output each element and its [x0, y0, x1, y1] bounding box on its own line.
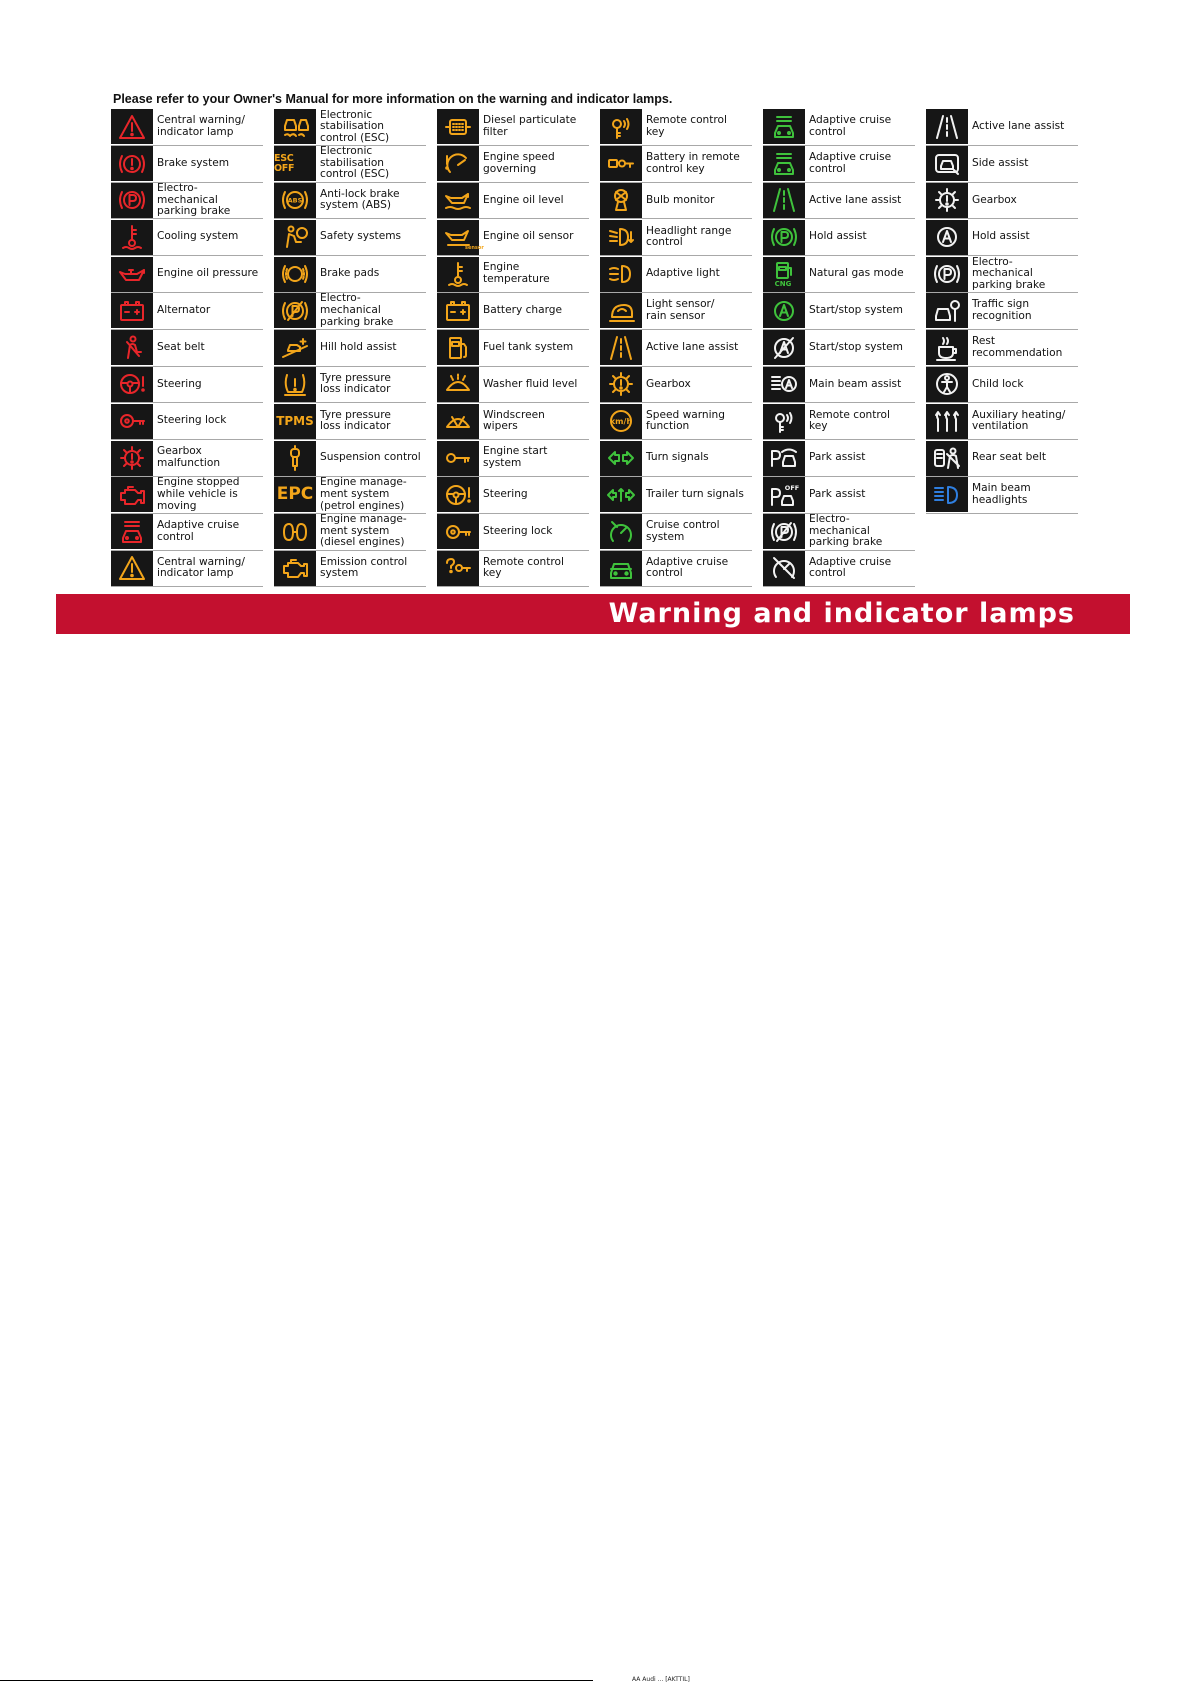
- lamp-entry: [763, 219, 915, 256]
- gear-icon: [111, 441, 153, 476]
- lamp-entry: [111, 440, 263, 477]
- oil-sensor-icon: [437, 220, 484, 255]
- lamp-label: Adaptive cruise control: [809, 114, 892, 138]
- lamp-entry: [437, 403, 589, 440]
- lamp-label: Trailer turn signals: [646, 488, 744, 501]
- lamp-entry: [600, 403, 752, 440]
- thermometer-icon: [437, 257, 479, 292]
- car-distance-icon: [763, 109, 805, 144]
- lamp-entry: [600, 256, 752, 293]
- lamp-entry: [111, 551, 263, 588]
- lamp-label: Battery charge: [483, 304, 563, 317]
- lamp-label: Start/stop system: [809, 340, 903, 353]
- lamp-entry: [600, 551, 752, 588]
- lamp-label: Side assist: [972, 156, 1029, 169]
- glow-plug-icon: [274, 514, 316, 549]
- lamp-entry: [926, 219, 1078, 256]
- lamp-entry: [763, 109, 915, 146]
- lamp-entry: [274, 146, 426, 183]
- lamp-label: Child lock: [972, 377, 1024, 390]
- lamp-label: Suspension control: [320, 451, 421, 464]
- bulb-icon: [600, 183, 642, 218]
- light-sensor-icon: [600, 293, 642, 328]
- footer-text: AA Audi ... [AKTTIL]: [632, 1676, 690, 1683]
- lamp-entry: [274, 109, 426, 146]
- particulate-filter-icon: [437, 109, 479, 144]
- oil-can-icon: [111, 257, 153, 292]
- lamp-label: Gearbox malfunction: [157, 445, 221, 470]
- lamp-label: Windscreen wipers: [483, 408, 545, 433]
- wiper-icon: [437, 404, 479, 439]
- lamp-label: Adaptive cruise control: [646, 555, 729, 580]
- lamp-entry: [111, 183, 263, 220]
- key-question-icon: [437, 551, 479, 586]
- gear-icon: [926, 183, 968, 218]
- text-icon: EPC: [274, 477, 316, 512]
- washer-fluid-icon: [437, 367, 479, 402]
- lamp-entry: [763, 551, 915, 588]
- lamp-label: Natural gas mode: [809, 267, 904, 280]
- turn-signal-icon: [600, 441, 642, 476]
- lamp-label: Engine oil level: [483, 193, 564, 206]
- lamp-entry: [926, 293, 1078, 330]
- lamp-entry: [111, 219, 263, 256]
- lamp-entry: [274, 440, 426, 477]
- lamp-entry: [437, 440, 589, 477]
- lamp-label: Speed warning function: [646, 408, 725, 433]
- hill-car-icon: [274, 330, 316, 365]
- headlight-range-icon: [600, 220, 642, 255]
- traffic-sign-icon: [926, 293, 968, 328]
- circle-abs-icon: [274, 183, 316, 218]
- text-icon: TPMS: [274, 404, 316, 439]
- thermometer-icon: [111, 220, 153, 255]
- lane-icon: [763, 183, 805, 218]
- airbag-icon: [274, 220, 316, 255]
- lamp-entry: [437, 551, 589, 588]
- lamp-entry: [274, 477, 426, 514]
- lamp-label: Electro- mechanical parking brake: [157, 182, 231, 218]
- lamp-label: Hill hold assist: [320, 340, 397, 353]
- lamp-entry: [111, 514, 263, 551]
- lamp-entry: [600, 183, 752, 220]
- warning-lamp-grid: [111, 109, 1078, 587]
- lamp-entry: [600, 109, 752, 146]
- lamp-label: Brake system: [157, 156, 230, 169]
- speed-warning-icon: [600, 404, 642, 439]
- lane-icon: [600, 330, 642, 365]
- lamp-label: Seat belt: [157, 340, 205, 353]
- lamp-label: Battery in remote control key: [646, 151, 740, 175]
- lamp-label: Safety systems: [320, 230, 402, 243]
- lamp-entry: [274, 183, 426, 220]
- lamp-entry: [111, 367, 263, 404]
- battery-icon: [111, 293, 153, 328]
- lamp-entry: [600, 367, 752, 404]
- lamp-entry: [111, 293, 263, 330]
- svg-text:OFF: OFF: [784, 483, 800, 492]
- manual-reference-note: Please refer to your Owner's Manual for more information on the warning and indicator lamps.: [113, 92, 673, 106]
- lamp-label: Main beam assist: [809, 377, 902, 390]
- triangle-warning-icon: [111, 109, 153, 144]
- rear-belt-icon: [926, 441, 968, 476]
- key-battery-icon: [600, 146, 642, 181]
- seat-belt-icon: [111, 330, 153, 365]
- lamp-label: Park assist: [809, 451, 866, 464]
- banner-title: Warning and indicator lamps: [608, 598, 1075, 629]
- circle-a-icon: [926, 220, 968, 255]
- lamp-label: Traffic sign recognition: [972, 298, 1032, 322]
- lamp-entry: [763, 146, 915, 183]
- lamp-entry: [600, 293, 752, 330]
- lamp-label: Emission control system: [320, 555, 408, 580]
- lamp-label: Electro- mechanical parking brake: [972, 255, 1046, 291]
- lamp-entry: [763, 514, 915, 551]
- lamp-entry: [274, 514, 426, 551]
- lamp-entry: [437, 367, 589, 404]
- lamp-entry: [763, 293, 915, 330]
- lamp-entry: [274, 551, 426, 588]
- lamp-label: Engine speed governing: [483, 151, 555, 175]
- car-distance-icon: [763, 146, 805, 181]
- svg-text:km/h: km/h: [609, 417, 633, 427]
- lamp-entry: [926, 440, 1078, 477]
- lamp-label: Cooling system: [157, 230, 239, 243]
- circle-p-icon: [763, 220, 805, 255]
- lamp-label: Steering: [157, 377, 202, 390]
- lamp-label: Electro- mechanical parking brake: [809, 513, 883, 549]
- oil-level-icon: [437, 183, 479, 218]
- lamp-label: Remote control key: [646, 114, 727, 138]
- lamp-label: Engine oil pressure: [157, 267, 259, 280]
- lamp-label: Headlight range control: [646, 224, 732, 249]
- lamp-entry: [926, 256, 1078, 293]
- lamp-label: Auxiliary heating/ ventilation: [972, 408, 1066, 433]
- lamp-entry: [763, 183, 915, 220]
- lamp-label: Engine manage- ment system (petrol engines): [320, 476, 407, 512]
- lamp-entry: [763, 330, 915, 367]
- cruise-crossed-icon: [763, 551, 805, 586]
- lamp-label: Remote control key: [483, 555, 564, 580]
- lamp-entry: [111, 146, 263, 183]
- text-icon: ESC OFF: [274, 146, 316, 181]
- triangle-warning-icon: [111, 551, 153, 586]
- lamp-entry: [111, 109, 263, 146]
- lamp-entry: [600, 330, 752, 367]
- lamp-entry: [111, 477, 263, 514]
- lamp-entry: [763, 367, 915, 404]
- circle-p-crossed-icon: [274, 293, 316, 328]
- lamp-label: Light sensor/ rain sensor: [646, 298, 715, 322]
- steering-lock-icon: [111, 404, 153, 439]
- lamp-label: Brake pads: [320, 267, 380, 280]
- adaptive-light-icon: [600, 257, 642, 292]
- svg-text:CNG: CNG: [774, 280, 792, 289]
- key-signal-icon: [600, 109, 642, 144]
- cruise-icon: [600, 514, 642, 549]
- lamp-label: Start/stop system: [809, 304, 903, 317]
- lamp-entry: [763, 477, 915, 514]
- coffee-cup-icon: [926, 330, 968, 365]
- lamp-label: Active lane assist: [646, 340, 739, 353]
- lamp-entry: [926, 367, 1078, 404]
- lamp-label: Hold assist: [809, 230, 867, 243]
- lamp-label: Hold assist: [972, 230, 1030, 243]
- circle-exclamation-icon: [111, 146, 153, 181]
- lamp-label: Engine start system: [483, 445, 548, 470]
- lamp-entry: [111, 330, 263, 367]
- park-off-icon: [763, 477, 805, 512]
- tyre-exclamation-icon: [274, 367, 316, 402]
- rev-limit-icon: [437, 146, 479, 181]
- lamp-entry: [437, 477, 589, 514]
- lamp-entry: [437, 219, 589, 256]
- lamp-label: Cruise control system: [646, 519, 720, 543]
- suspension-icon: [274, 441, 316, 476]
- lamp-label: Engine temperature: [483, 261, 550, 286]
- park-assist-icon: [763, 441, 805, 476]
- lamp-label: Electronic stabilisation control (ESC): [320, 145, 390, 181]
- lamp-entry: [437, 109, 589, 146]
- lamp-label: Turn signals: [646, 451, 709, 464]
- fuel-pump-icon: [437, 330, 479, 365]
- lamp-entry: [926, 146, 1078, 183]
- lamp-label: Adaptive cruise control: [809, 555, 892, 580]
- lamp-label: Active lane assist: [809, 193, 902, 206]
- lamp-entry: [437, 183, 589, 220]
- lamp-entry: [600, 477, 752, 514]
- lamp-label: Steering: [483, 488, 528, 501]
- heating-icon: [926, 404, 968, 439]
- circle-p-icon: [111, 183, 153, 218]
- lamp-label: Adaptive cruise control: [157, 519, 240, 543]
- lamp-entry: [437, 330, 589, 367]
- lamp-entry: [274, 367, 426, 404]
- lamp-label: Electro- mechanical parking brake: [320, 292, 394, 328]
- engine-icon: [111, 477, 153, 512]
- lamp-entry: [600, 146, 752, 183]
- key-signal-icon: [763, 404, 805, 439]
- lamp-entry: [274, 293, 426, 330]
- child-lock-icon: [926, 367, 968, 402]
- engine-icon: [274, 551, 316, 586]
- lamp-entry: [926, 183, 1078, 220]
- lamp-entry: [600, 514, 752, 551]
- car-distance-icon: [111, 514, 153, 549]
- lamp-label: Alternator: [157, 304, 211, 317]
- lamp-entry: [926, 403, 1078, 440]
- lamp-label: Washer fluid level: [483, 377, 578, 390]
- lamp-entry: [437, 256, 589, 293]
- lamp-entry: [111, 256, 263, 293]
- lamp-entry: [274, 403, 426, 440]
- main-beam-icon: [926, 477, 968, 512]
- lamp-label: Anti-lock brake system (ABS): [320, 187, 400, 212]
- lamp-entry: [274, 330, 426, 367]
- steering-wheel-icon: [111, 367, 153, 402]
- main-beam-a-icon: [763, 367, 805, 402]
- lamp-entry: [763, 403, 915, 440]
- lamp-label: Rest recommendation: [972, 335, 1063, 359]
- key-icon: [437, 441, 479, 476]
- lamp-entry: [763, 256, 915, 293]
- brake-pad-icon: [274, 257, 316, 292]
- lamp-label: Fuel tank system: [483, 340, 574, 353]
- lamp-entry: [274, 219, 426, 256]
- steering-lock-icon: [437, 514, 479, 549]
- lamp-label: Central warning/ indicator lamp: [157, 114, 245, 138]
- lamp-label: Main beam headlights: [972, 482, 1031, 506]
- lamp-entry: [437, 514, 589, 551]
- lamp-label: Remote control key: [809, 408, 890, 433]
- title-banner: [56, 594, 1130, 634]
- lamp-label: Gearbox: [646, 377, 691, 390]
- car-front-icon: [600, 551, 642, 586]
- lane-icon: [926, 109, 968, 144]
- lamp-entry: [926, 109, 1078, 146]
- lamp-entry: [926, 477, 1078, 514]
- lamp-entry: [274, 256, 426, 293]
- lamp-label: Tyre pressure loss indicator: [320, 371, 391, 396]
- lamp-label: Active lane assist: [972, 120, 1065, 133]
- gear-icon: [600, 367, 642, 402]
- lamp-label: Steering lock: [483, 524, 553, 537]
- lamp-entry: [111, 403, 263, 440]
- lamp-label: Tyre pressure loss indicator: [320, 408, 391, 433]
- lamp-label: Adaptive cruise control: [809, 151, 892, 175]
- lamp-label: Gearbox: [972, 193, 1017, 206]
- skid-car-icon: [274, 109, 316, 144]
- lamp-entry: [600, 219, 752, 256]
- lamp-entry: [437, 293, 589, 330]
- lamp-entry: [437, 146, 589, 183]
- steering-wheel-icon: [437, 477, 479, 512]
- circle-p-crossed-icon: [763, 514, 805, 549]
- trailer-signal-icon: [600, 477, 642, 512]
- lamp-label: Adaptive light: [646, 267, 720, 280]
- lamp-entry: [763, 440, 915, 477]
- lamp-label: Engine stopped while vehicle is moving: [157, 476, 240, 512]
- lamp-entry: [926, 330, 1078, 367]
- lamp-label: Central warning/ indicator lamp: [157, 555, 245, 580]
- lamp-label: Steering lock: [157, 414, 227, 427]
- circle-p-icon: [926, 257, 968, 292]
- side-assist-icon: [926, 146, 968, 181]
- footer-rule: [0, 1680, 593, 1681]
- lamp-label: Engine manage- ment system (diesel engines): [320, 513, 407, 549]
- lamp-label: Diesel particulate filter: [483, 114, 577, 138]
- svg-text:sensor: sensor: [465, 245, 484, 252]
- lamp-label: Engine oil sensor: [483, 230, 574, 243]
- battery-icon: [437, 293, 479, 328]
- circle-a-crossed-icon: [763, 330, 805, 365]
- lamp-entry: [600, 440, 752, 477]
- svg-text:ABS: ABS: [287, 196, 303, 205]
- circle-a-icon: [763, 293, 805, 328]
- lamp-label: Rear seat belt: [972, 451, 1047, 464]
- lamp-label: Electronic stabilisation control (ESC): [320, 108, 390, 144]
- lamp-label: Bulb monitor: [646, 193, 715, 206]
- lamp-label: Park assist: [809, 488, 866, 501]
- cng-icon: [763, 257, 805, 292]
